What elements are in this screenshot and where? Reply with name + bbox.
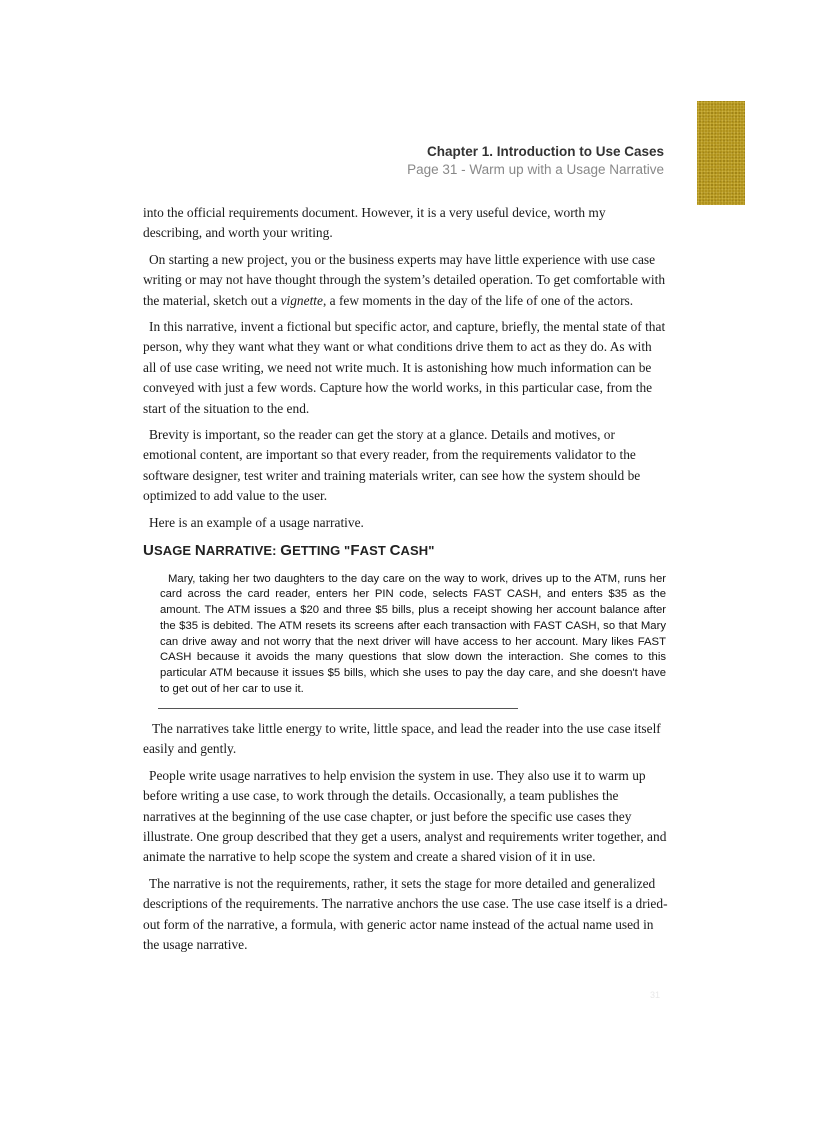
- paragraph: Here is an example of a usage narrative.: [149, 514, 364, 530]
- running-header: [407, 143, 664, 179]
- paragraph: into the official requirements document. However, it is a very useful device, worth my describing, and worth your writing.: [143, 205, 606, 241]
- emphasized-term: vignette: [280, 292, 323, 308]
- usage-narrative-example: Mary, taking her two daughters to the day care on the way to work, drives up to the ATM, runs her card across the card reader, enters her PIN code, selects FAST CASH, and enters $35 as the amount. The ATM issues a $20 and three $5 bills, plus a receipt showing her account balance after the $35 is debited. The ATM resets its screens after each transaction with FAST CASH, so that Mary can drive away and not worry that the next driver will have access to her account. Mary likes FAST CASH because it avoids the many questions that slow down the interaction. She comes to this particular ATM because it issues $5 bills, which she uses to pay the day care, and she doesn't have to get out of her car to use it.: [160, 572, 666, 696]
- page-body: [143, 203, 668, 961]
- section-heading: USAGE NARRATIVE: GETTING "FAST CASH": [143, 542, 435, 560]
- chapter-thumb-tab: [697, 101, 745, 205]
- page-subtitle: Page 31 - Warm up with a Usage Narrative: [407, 162, 664, 177]
- paragraph: On starting a new project, you or the business experts may have little experience with use case writing or may not have thought through the system’s detailed operation. To get comfortable with the material, sketch out a vignette, a few moments in the day of the life of one of the actors.: [143, 251, 666, 308]
- chapter-title: Chapter 1. Introduction to Use Cases: [426, 144, 664, 159]
- paragraph: People write usage narratives to help envision the system in use. They also use it to warm up before writing a use case, to work through the details. Occasionally, a team publishes the narratives at the beginning of the use case chapter, or just before the specific use cases they illustrate. One group described that they get a users, analyst and requirements writer together, and animate the narrative to help scope the system and create a shared vision of it in use.: [143, 767, 667, 865]
- paragraph: Brevity is important, so the reader can get the story at a glance. Details and motives, or emotional content, are important so that every reader, from the requirements validator to the software designer, test writer and training materials writer, can see how the system should be optimized to add value to the user.: [143, 427, 641, 504]
- paragraph: The narratives take little energy to write, little space, and lead the reader into the use case itself easily and gently.: [143, 720, 661, 757]
- paragraph: In this narrative, invent a fictional but specific actor, and capture, briefly, the mental state of that person, why they want what they want or what conditions drive them to act as they do. As with all of use case writing, we need not write much. It is astonishing how much information can be conveyed with just a few words. Capture how the world works, in this particular case, from the start of the situation to the end.: [143, 319, 666, 416]
- divider: [158, 708, 518, 709]
- page-number: 31: [650, 990, 661, 1000]
- paragraph: The narrative is not the requirements, rather, it sets the stage for more detailed and generalized descriptions of the requirements. The narrative anchors the use case. The use case itself is a dried-out form of the narrative, a formula, with generic actor name instead of the actual name used in the usage narrative.: [143, 875, 668, 952]
